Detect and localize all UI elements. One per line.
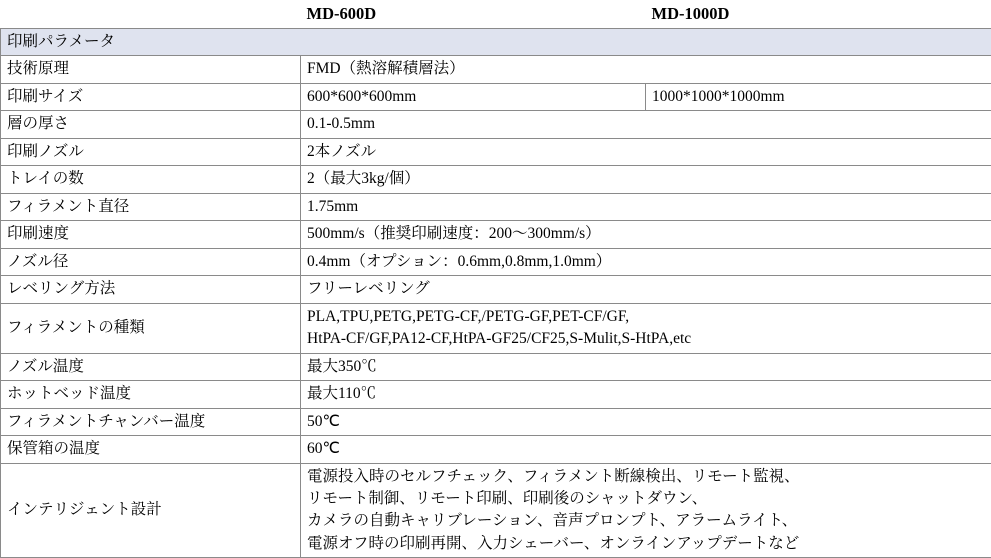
table-row [1, 138, 991, 165]
table-row [1, 408, 991, 435]
table-row [1, 56, 991, 83]
header-cell-blank [1, 0, 301, 29]
table-row [1, 353, 991, 380]
intelligent-design-line-1: 電源投入時のセルフチェック、フィラメント断線検出、リモート監視、 [307, 466, 985, 488]
row-value-filament-diameter: 1.75mm [301, 193, 991, 220]
table-row [1, 221, 991, 248]
table-row [1, 83, 991, 110]
row-value-nozzle-diameter: 0.4mm（オプション：0.6mm,0.8mm,1.0mm） [301, 248, 991, 275]
row-label-filament-types: フィラメントの種類 [1, 303, 301, 353]
row-value-intelligent-design [301, 463, 991, 558]
row-value-layer-thickness: 0.1-0.5mm [301, 111, 991, 138]
row-label-intelligent-design: インテリジェント設計 [1, 463, 301, 558]
table-row [1, 193, 991, 220]
row-value-nozzle-count: 2本ノズル [301, 138, 991, 165]
intelligent-design-line-4: 電源オフ時の印刷再開、入力シェーバー、オンラインアップデートなど [307, 533, 985, 555]
row-value-storage-temp: 60℃ [301, 436, 991, 463]
row-value-print-size-600: 600*600*600mm [301, 83, 646, 110]
row-label-nozzle-temp: ノズル温度 [1, 353, 301, 380]
row-label-tray-count: トレイの数 [1, 166, 301, 193]
row-label-layer-thickness: 層の厚さ [1, 111, 301, 138]
row-label-print-speed: 印刷速度 [1, 221, 301, 248]
row-label-print-size: 印刷サイズ [1, 83, 301, 110]
row-label-nozzle-count: 印刷ノズル [1, 138, 301, 165]
table-row [1, 303, 991, 353]
row-value-print-size-1000: 1000*1000*1000mm [646, 83, 991, 110]
table-header-row [1, 0, 991, 29]
row-label-leveling: レベリング方法 [1, 276, 301, 303]
row-value-print-speed: 500mm/s（推奨印刷速度：200〜300mm/s） [301, 221, 991, 248]
header-cell-md1000d: MD-1000D [646, 0, 991, 29]
table-row [1, 276, 991, 303]
intelligent-design-line-2: リモート制御、リモート印刷、印刷後のシャットダウン、 [307, 488, 985, 510]
table-row [1, 381, 991, 408]
filament-types-line-1: PLA,TPU,PETG,PETG-CF,/PETG-GF,PET-CF/GF, [307, 306, 985, 328]
row-value-technology: FMD（熱溶解積層法） [301, 56, 991, 83]
table-row [1, 111, 991, 138]
table-row [1, 248, 991, 275]
row-value-filament-types [301, 303, 991, 353]
row-label-storage-temp: 保管箱の温度 [1, 436, 301, 463]
section-row-print-parameters [1, 29, 991, 56]
section-title: 印刷パラメータ [1, 29, 991, 56]
row-value-nozzle-temp: 最大350℃ [301, 353, 991, 380]
row-value-chamber-temp: 50℃ [301, 408, 991, 435]
row-label-chamber-temp: フィラメントチャンバー温度 [1, 408, 301, 435]
row-value-tray-count: 2（最大3kg/個） [301, 166, 991, 193]
row-value-hotbed-temp: 最大110℃ [301, 381, 991, 408]
intelligent-design-line-3: カメラの自動キャリブレーション、音声プロンプト、アラームライト、 [307, 510, 985, 532]
header-cell-md600d: MD-600D [301, 0, 646, 29]
table-row [1, 463, 991, 558]
filament-types-line-2: HtPA-CF/GF,PA12-CF,HtPA-GF25/CF25,S-Mulit,S-HtPA,etc [307, 328, 985, 350]
table-row [1, 166, 991, 193]
table-row [1, 436, 991, 463]
row-label-hotbed-temp: ホットベッド温度 [1, 381, 301, 408]
row-label-nozzle-diameter: ノズル径 [1, 248, 301, 275]
row-label-technology: 技術原理 [1, 56, 301, 83]
row-label-filament-diameter: フィラメント直径 [1, 193, 301, 220]
row-value-leveling: フリーレベリング [301, 276, 991, 303]
